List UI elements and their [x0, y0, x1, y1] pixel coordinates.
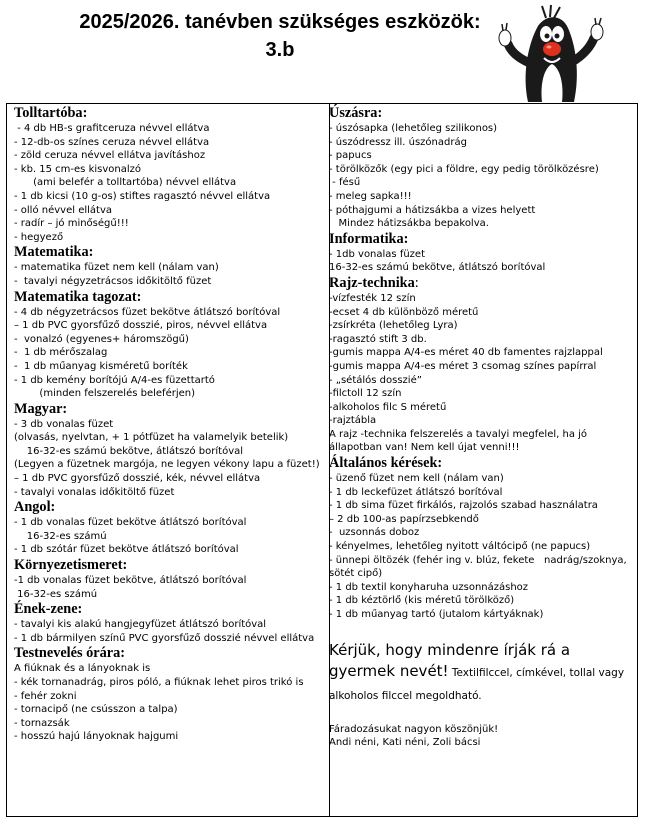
list-item: - kb. 15 cm-es kisvonalzó: [14, 163, 142, 175]
closing-thanks: Fáradozásukat nagyon köszönjük!: [329, 723, 499, 735]
list-item: -gumis mappa A/4-es méret 40 db famentes rajzlappal: [329, 347, 603, 359]
list-item: – 1 db PVC gyorsfűző dosszié, piros, névvel ellátva: [14, 320, 268, 332]
section-heading-magyar: Magyar:: [14, 400, 68, 417]
list-item: sötét cipő): [329, 568, 383, 580]
list-item: 16-32-es számú bekötve, átlátszó borítóval: [14, 445, 244, 457]
list-item: - kényelmes, lehetőleg nyitott váltócipő (ne papucs): [329, 541, 591, 553]
list-item: - zöld ceruza névvel ellátva javításhoz: [14, 150, 206, 162]
list-item: - kék tornanadrág, piros póló, a fiúknak lehet piros trikó is: [14, 677, 304, 688]
list-item: - „sétálós dosszié”: [329, 374, 422, 386]
list-item: - 12-db-os színes ceruza névvel ellátva: [14, 136, 210, 148]
list-item: - úszódressz ill. úszónadrág: [329, 136, 467, 148]
list-item: – 1 db PVC gyorsfűző dosszié, kék, névvel ellátva: [14, 473, 261, 485]
list-item: -ecset 4 db különböző méretű: [329, 306, 479, 318]
section-heading-enek-zene: Ének-zene:: [14, 601, 83, 618]
section-heading-rajz-technika: Rajz-technika:: [329, 274, 419, 291]
list-item: -filctoll 12 szín: [329, 388, 402, 400]
list-item: Mindez hátizsákba bepakolva.: [329, 218, 489, 230]
list-item: – 2 db 100-as papírzsebkendő: [329, 513, 479, 525]
list-item: 16-32-es számú: [14, 530, 107, 542]
list-item: -1 db vonalas füzet bekötve, átlátszó borítóval: [14, 575, 247, 587]
list-item: - tornacipő (ne csússzon a talpa): [14, 704, 178, 716]
list-item: (Legyen a füzetnek margója, ne legyen vékony lapu a füzet!): [14, 459, 320, 471]
list-item: - 1 db leckefüzet átlátszó borítóval: [329, 486, 503, 498]
list-item: - 1 db kicsi (10 g-os) stiftes ragasztó névvel ellátva: [14, 190, 271, 202]
section-heading-tolltartoba: Tolltartóba:: [14, 105, 88, 121]
section-heading-kornyezetismeret: Környezetismeret:: [14, 557, 128, 574]
supply-list-table: [6, 103, 638, 817]
list-item: - 4 db négyzetrácsos füzet bekötve átlátszó borítóval: [14, 306, 281, 318]
list-item: (olvasás, nyelvtan, + 1 pótfüzet ha valamelyik betelik): [14, 432, 289, 444]
list-item: - hosszú hajú lányoknak hajgumi: [14, 731, 179, 743]
list-item: - uzsonnás doboz: [329, 527, 420, 539]
list-item: - fehér zokni: [14, 690, 77, 702]
list-item: - 1 db műanyag kisméretű boríték: [14, 360, 188, 372]
list-item: - matematika füzet nem kell (nálam van): [14, 262, 219, 274]
mole-cartoon-icon: [494, 4, 608, 104]
list-item: - olló névvel ellátva: [14, 204, 112, 216]
list-item: - 3 db vonalas füzet: [14, 418, 114, 430]
list-item: - üzenő füzet nem kell (nálam van): [329, 473, 504, 485]
list-item: - 1 db vonalas füzet bekötve átlátszó borítóval: [14, 517, 247, 529]
list-item: - radír – jó minőségű!!!: [14, 218, 129, 230]
list-item: - 4 db HB-s grafitceruza névvel ellátva: [14, 123, 210, 134]
list-item: - tavalyi kis alakú hangjegyfüzet átlátszó borítóval: [14, 619, 267, 631]
list-item: - 1db vonalas füzet: [329, 248, 426, 260]
list-item: A fiúknak és a lányoknak is: [14, 663, 151, 675]
list-item: - tornazsák: [14, 717, 70, 729]
list-item: - úszósapka (lehetőleg szilikonos): [329, 123, 498, 134]
left-column: [14, 105, 326, 744]
section-heading-matematika-tagozat: Matematika tagozat:: [14, 288, 142, 305]
page-title: 2025/2026. tanévben szükséges eszközök:: [79, 11, 481, 33]
section-heading-uszasra: Úszásra:: [329, 105, 383, 121]
section-heading-testneveles-orara: Testnevelés órára:: [14, 645, 126, 662]
list-item: - tavalyi vonalas időkitöltő füzet: [14, 486, 175, 498]
closing-request: Kérjük, hogy mindenre írják rá a gyermek nevét! Textilfilccel, címkével, tollal vagy alkoholos filccel megoldható.: [329, 640, 625, 702]
list-item: -alkoholos filc S méretű: [329, 401, 447, 413]
list-item: - 1 db kéztörlő (kis méretű törölköző): [329, 595, 515, 607]
list-item: - 1 db műanyag tartó (jutalom kártyáknak): [329, 609, 544, 620]
list-item: -zsírkréta (lehetőleg Lyra): [329, 320, 458, 332]
list-item: (minden felszerelés beleférjen): [14, 388, 196, 400]
list-item: - fésű: [329, 177, 361, 189]
list-item: -vízfesték 12 szín: [329, 292, 416, 304]
closing-signature: Andi néni, Kati néni, Zoli bácsi: [329, 737, 481, 749]
class-name: 3.b: [265, 39, 295, 61]
list-item: - vonalzó (egyenes+ háromszögű): [14, 333, 189, 345]
right-column: [329, 105, 634, 750]
section-heading-matematika: Matematika:: [14, 244, 94, 261]
list-item: - törölközők (egy pici a földre, egy pedig törölközésre): [329, 163, 599, 175]
list-item: - 1 db kemény borítójú A/4-es füzettartó: [14, 374, 215, 386]
list-item: 16-32-es számú: [14, 588, 98, 600]
list-item: - papucs: [329, 150, 372, 162]
list-item: - 1 db textil konyharuha uzsonnázáshoz: [329, 581, 529, 593]
list-item: -ragasztó stift 3 db.: [329, 333, 427, 345]
list-item: állapotban van! Nem kell újat venni!!!: [329, 442, 520, 454]
section-heading-informatika: Informatika:: [329, 230, 409, 247]
list-item: - 1 db sima füzet firkálós, rajzolós szabad használatra: [329, 500, 598, 512]
list-item: - 1 db bármilyen színű PVC gyorsfűző dosszié névvel ellátva: [14, 632, 315, 644]
section-heading-angol: Angol:: [14, 499, 56, 516]
list-item: - tavalyi négyzetrácsos időkitöltő füzet: [14, 275, 212, 287]
section-heading-altalanos-keresek: Általános kérések:: [329, 455, 443, 472]
list-item: - póthajgumi a hátizsákba a vizes helyett: [329, 204, 536, 216]
list-item: -rajztábla: [329, 415, 377, 427]
list-item: A rajz -technika felszerelés a tavalyi megfelel, ha jó: [329, 428, 588, 440]
list-item: (ami belefér a tolltartóba) névvel ellátva: [14, 177, 237, 189]
list-item: - hegyező: [14, 231, 64, 243]
list-item: -gumis mappa A/4-es méret 3 csomag színes papírral: [329, 360, 597, 372]
list-item: - 1 db mérőszalag: [14, 347, 108, 359]
list-item: - ünnepi öltözék (fehér ing v. blúz, fekete nadrág/szoknya,: [329, 554, 627, 566]
list-item: 16-32-es számú bekötve, átlátszó borítóval: [329, 262, 546, 274]
list-item: - meleg sapka!!!: [329, 190, 412, 202]
list-item: - 1 db szótár füzet bekötve átlátszó borítóval: [14, 544, 239, 556]
